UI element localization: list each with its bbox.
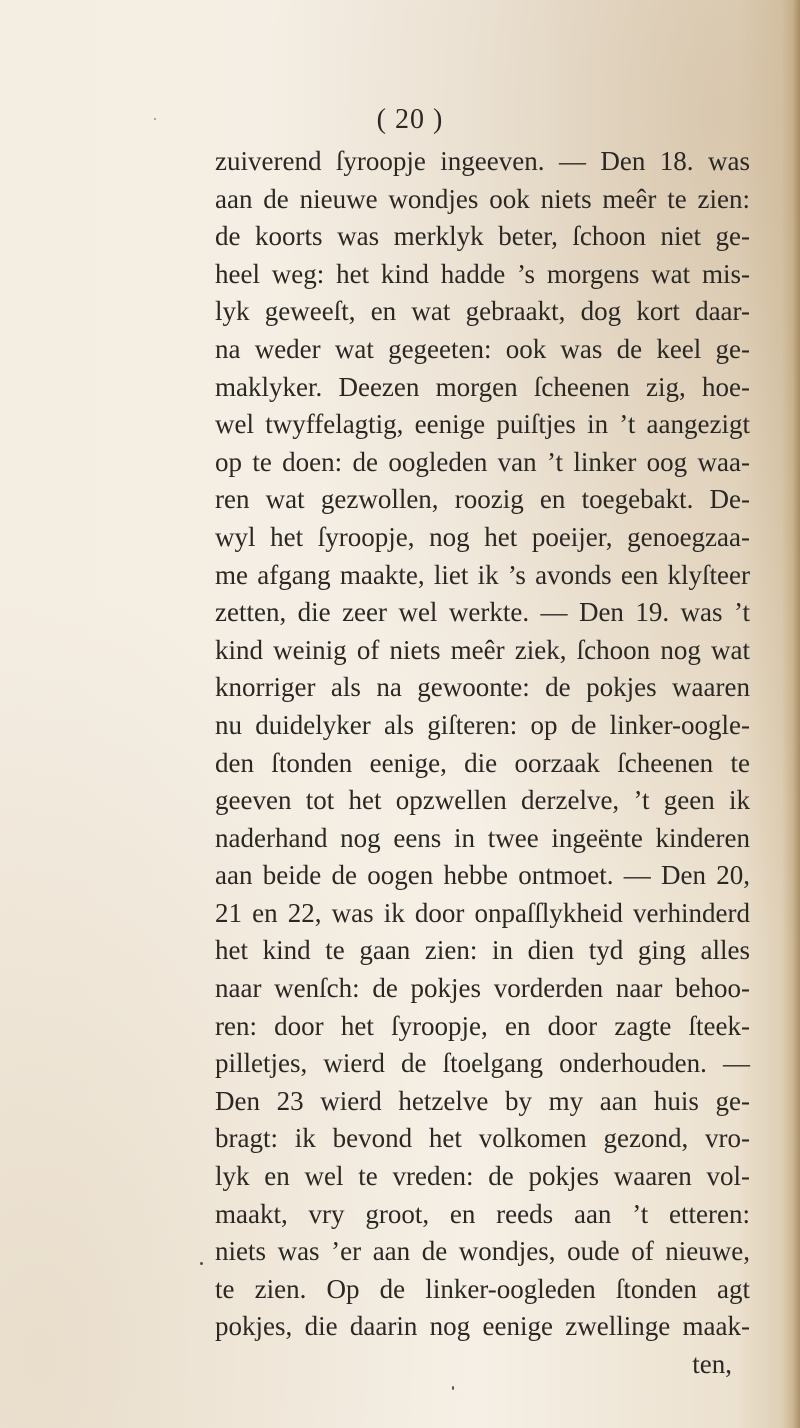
text-line: nu duidelyker als giſteren: op de linker-oogle- bbox=[215, 709, 750, 740]
text-line: maakt, vry groot, en reeds aan ’t etteren: bbox=[215, 1198, 750, 1229]
body-text bbox=[215, 143, 750, 1384]
text-line: op te doen: de oogleden van ’t linker oog waa- bbox=[215, 446, 750, 477]
text-line: zetten, die zeer wel werkte. — Den 19. was ’t bbox=[215, 597, 750, 628]
text-line: 21 en 22, was ik door onpaſſlykheid verhinderd bbox=[215, 897, 750, 928]
text-line: de koorts was merklyk beter, ſchoon niet ge- bbox=[215, 221, 750, 252]
page-number: ( 20 ) bbox=[376, 104, 444, 135]
text-line: aan beide de oogen hebbe ontmoet. — Den 20, bbox=[215, 860, 750, 891]
text-line: lyk en wel te vreden: de pokjes waaren vol- bbox=[215, 1161, 750, 1192]
page-edge-shadow bbox=[782, 0, 800, 1428]
text-line: naderhand nog eens in twee ingeënte kinderen bbox=[215, 822, 750, 853]
text-line: heel weg: het kind hadde ’s morgens wat mis- bbox=[215, 258, 750, 289]
text-line: kind weinig of niets meêr ziek, ſchoon nog wat bbox=[215, 634, 750, 665]
text-line: bragt: ik bevond het volkomen gezond, vro- bbox=[215, 1123, 750, 1154]
text-line: niets was ’er aan de wondjes, oude of nieuwe, bbox=[215, 1236, 750, 1267]
text-line: lyk geweeſt, en wat gebraakt, dog kort daar- bbox=[215, 296, 750, 327]
text-line: geeven tot het opzwellen derzelve, ’t geen ik bbox=[215, 785, 750, 816]
text-line: pokjes, die daarin nog eenige zwellinge maak- bbox=[215, 1311, 750, 1342]
text-line: ren: door het ſyroopje, en door zagte ſteek- bbox=[215, 1010, 750, 1041]
text-line: knorriger als na gewoonte: de pokjes waaren bbox=[215, 672, 750, 703]
catchword: ten, bbox=[692, 1349, 732, 1379]
text-line: te zien. Op de linker-oogleden ſtonden agt bbox=[215, 1273, 750, 1304]
text-line: wel twyffelagtig, eenige puiſtjes in ’t aangezigt bbox=[215, 409, 750, 440]
text-line: Den 23 wierd hetzelve by my aan huis ge- bbox=[215, 1085, 750, 1116]
text-line: na weder wat gegeeten: ook was de keel ge- bbox=[215, 333, 750, 364]
text-line: zuiverend ſyroopje ingeeven. — Den 18. was bbox=[215, 146, 750, 176]
ink-speck bbox=[154, 118, 156, 120]
text-line: naar wenſch: de pokjes vorderden naar behoo- bbox=[215, 973, 750, 1004]
ink-speck bbox=[452, 1386, 454, 1390]
text-line: wyl het ſyroopje, nog het poeijer, genoegzaa- bbox=[215, 521, 750, 552]
text-line: aan de nieuwe wondjes ook niets meêr te zien: bbox=[215, 183, 750, 214]
text-line: het kind te gaan zien: in dien tyd ging alles bbox=[215, 935, 750, 966]
text-line: den ſtonden eenige, die oorzaak ſcheenen te bbox=[215, 747, 750, 778]
text-line: maklyker. Deezen morgen ſcheenen zig, hoe- bbox=[215, 371, 750, 402]
text-line: pilletjes, wierd de ſtoelgang onderhouden. — bbox=[215, 1048, 750, 1079]
ink-speck bbox=[200, 1262, 203, 1265]
text-line: ren wat gezwollen, roozig en toegebakt. De- bbox=[215, 484, 750, 515]
text-line: me afgang maakte, liet ik ’s avonds een klyſteer bbox=[215, 559, 750, 590]
